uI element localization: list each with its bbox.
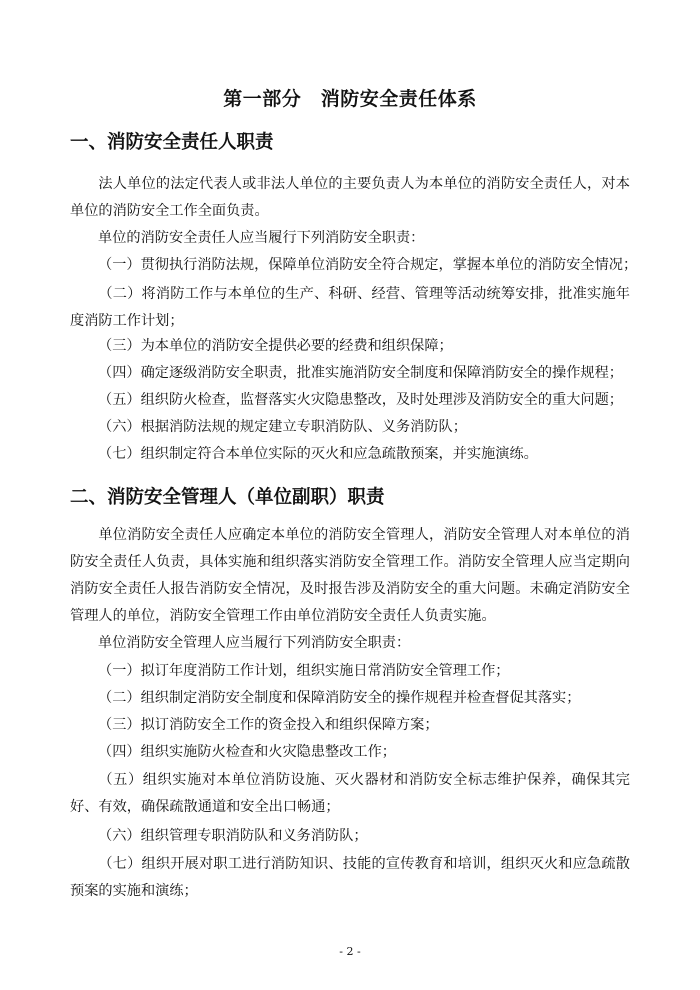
section-1-duties-lead: 单位的消防安全责任人应当履行下列消防安全职责： [98,230,425,246]
section-1-intro: 法人单位的法定代表人或非法人单位的主要负责人为本单位的消防安全责任人，对本单位的消防安全工作全面负责。 [70,176,630,219]
section-2-duty-7: （七）组织开展对职工进行消防知识、技能的宣传教育和培训，组织灭火和应急疏散预案的实施和演练； [70,856,630,899]
section-2-intro: 单位消防安全责任人应确定本单位的消防安全管理人，消防安全管理人对本单位的消防安全责任人负责，具体实施和组织落实消防安全管理工作。消防安全管理人应当定期向消防安全责任人报告消防安全情况，及时报告涉及消防安全的重大问题。未确定消防安全管理人的单位，消防安全管理工作由单位消防安全责任人负责实施。 [70,527,630,624]
section-2-duty-4: （四）组织实施防火检查和火灾隐患整改工作； [98,744,396,760]
section-1-duty-7: （七）组织制定符合本单位实际的灭火和应急疏散预案，并实施演练。 [98,446,538,462]
page-title: 第一部分 消防安全责任体系 [223,88,477,110]
section-1-duty-1: （一）贯彻执行消防法规，保障单位消防安全符合规定，掌握本单位的消防安全情况； [98,257,638,273]
section-2-duty-2: （二）组织制定消防安全制度和保障消防安全的操作规程并检查督促其落实； [98,690,581,706]
section-1-heading: 一、消防安全责任人职责 [70,132,274,153]
section-2-duty-1: （一）拟订年度消防工作计划，组织实施日常消防安全管理工作； [98,663,510,679]
section-1-duty-4: （四）确定逐级消防安全职责，批准实施消防安全制度和保障消防安全的操作规程； [98,365,623,381]
section-2-duties-lead: 单位消防安全管理人应当履行下列消防安全职责： [98,635,411,651]
section-2-heading: 二、消防安全管理人（单位副职）职责 [70,487,385,508]
section-2-duty-6: （六）组织管理专职消防队和义务消防队； [98,828,368,844]
section-1-duty-2: （二）将消防工作与本单位的生产、科研、经营、管理等活动统筹安排，批准实施年度消防工作计划； [70,286,630,329]
section-2-duty-5: （五）组织实施对本单位消防设施、灭火器材和消防安全标志维护保养，确保其完好、有效，确保疏散通道和安全出口畅通； [70,772,630,815]
section-1-duty-3: （三）为本单位的消防安全提供必要的经费和组织保障； [98,338,453,354]
section-1-duty-5: （五）组织防火检查，监督落实火灾隐患整改，及时处理涉及消防安全的重大问题； [98,392,623,408]
section-2-duty-3: （三）拟订消防安全工作的资金投入和组织保障方案； [98,717,439,733]
section-1-duty-6: （六）根据消防法规的规定建立专职消防队、义务消防队； [98,419,467,435]
page-number: - 2 - [339,945,361,958]
